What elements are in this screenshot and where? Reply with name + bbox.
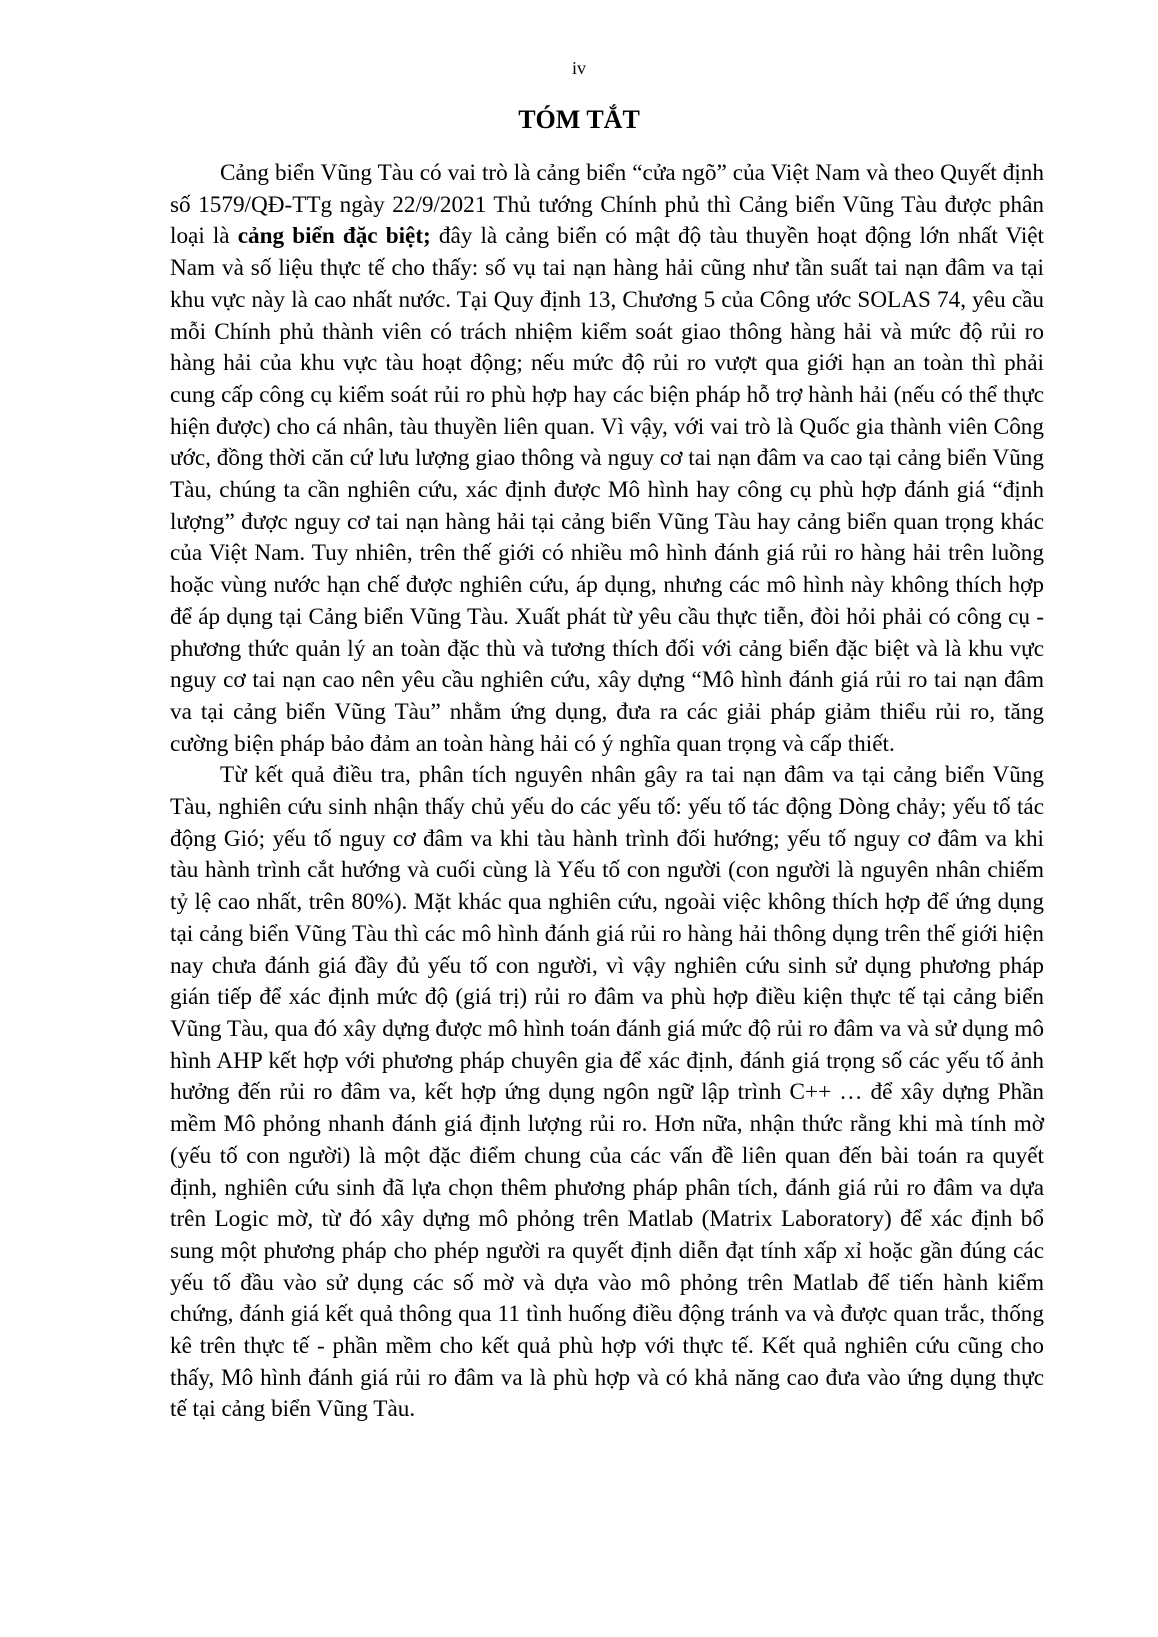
paragraph-text: đây là cảng biển có mật độ tàu thuyền hoạt động lớn nhất Việt Nam và số liệu thực tế cho thấy: số vụ tai nạn hàng hải cũng như tần suất tai nạn đâm va tại khu vực này là cao nhất nước. Tại Quy định 13, Chương 5 của Công ước SOLAS 74, yêu cầu mỗi Chính phủ thành viên có trách nhiệm kiểm soát giao thông hàng hải và mức độ rủi ro hàng hải của khu vực tàu hoạt động; nếu mức độ rủi ro vượt qua giới hạn an toàn thì phải cung cấp công cụ kiểm soát rủi ro phù hợp hay các biện pháp hỗ trợ hành hải (nếu có thể thực hiện được) cho cá nhân, tàu thuyền liên quan. Vì vậy, với vai trò là Quốc gia thành viên Công ước, đồng thời căn cứ lưu lượng giao thông và nguy cơ tai nạn đâm va cao tại cảng biển Vũng Tàu, chúng ta cần nghiên cứu, xác định được Mô hình hay công cụ phù hợp đánh giá “định lượng” được nguy cơ tai nạn hàng hải tại cảng biển Vũng Tàu hay cảng biển quan trọng khác của Việt Nam. Tuy nhiên, trên thế giới có nhiều mô hình đánh giá rủi ro hàng hải trên luồng hoặc vùng nước hạn chế được nghiên cứu, áp dụng, nhưng các mô hình này không thích hợp để áp dụng tại Cảng biển Vũng Tàu. Xuất phát từ yêu cầu thực tiễn, đòi hỏi phải có công cụ - phương thức quản lý an toàn đặc thù và tương thích đối với cảng biển đặc biệt và là khu vực nguy cơ tai nạn cao nên yêu cầu nghiên cứu, xây dựng “Mô hình đánh giá rủi ro tai nạn đâm va tại cảng biển Vũng Tàu” nhằm ứng dụng, đưa ra các giải pháp giảm thiểu rủi ro, tăng cường biện pháp bảo đảm an toàn hàng hải có ý nghĩa quan trọng và cấp thiết. (170, 223, 1044, 757)
abstract-paragraph-2: Từ kết quả điều tra, phân tích nguyên nhân gây ra tai nạn đâm va tại cảng biển Vũng Tàu, nghiên cứu sinh nhận thấy chủ yếu do các yếu tố: yếu tố tác động Dòng chảy; yếu tố tác động Gió; yếu tố nguy cơ đâm va khi tàu hành trình đối hướng; yếu tố nguy cơ đâm va khi tàu hành trình cắt hướng và cuối cùng là Yếu tố con người (con người là nguyên nhân chiếm tỷ lệ cao nhất, trên 80%). Mặt khác qua nghiên cứu, ngoài việc không thích hợp để ứng dụng tại cảng biển Vũng Tàu thì các mô hình đánh giá rủi ro hàng hải thông dụng trên thế giới hiện nay chưa đánh giá đầy đủ yếu tố con người, vì vậy nghiên cứu sinh sử dụng phương pháp gián tiếp để xác định mức độ (giá trị) rủi ro đâm va phù hợp điều kiện thực tế tại cảng biển Vũng Tàu, qua đó xây dựng được mô hình toán đánh giá mức độ rủi ro đâm va và sử dụng mô hình AHP kết hợp với phương pháp chuyên gia để xác định, đánh giá trọng số các yếu tố ảnh hưởng đến rủi ro đâm va, kết hợp ứng dụng ngôn ngữ lập trình C++ … để xây dựng Phần mềm Mô phỏng nhanh đánh giá định lượng rủi ro. Hơn nữa, nhận thức rằng khi mà tính mờ (yếu tố con người) là một đặc điểm chung của các vấn đề liên quan đến bài toán ra quyết định, nghiên cứu sinh đã lựa chọn thêm phương pháp phân tích, đánh giá rủi ro đâm va dựa trên Logic mờ, từ đó xây dựng mô phỏng trên Matlab (Matrix Laboratory) để xác định bổ sung một phương pháp cho phép người ra quyết định diễn đạt tính xấp xỉ hoặc gần đúng các yếu tố đầu vào sử dụng các số mờ và dựa vào mô phỏng trên Matlab để tiến hành kiểm chứng, đánh giá kết quả thông qua 11 tình huống điều động tránh va và được quan trắc, thống kê trên thực tế - phần mềm cho kết quả phù hợp với thực tế. Kết quả nghiên cứu cũng cho thấy, Mô hình đánh giá rủi ro đâm va là phù hợp và có khả năng cao đưa vào ứng dụng thực tế tại cảng biển Vũng Tàu. (170, 762, 1044, 1423)
page-title: TÓM TẮT (518, 105, 640, 134)
abstract-body (170, 158, 1044, 1426)
bold-phrase: cảng biển đặc biệt; (237, 223, 431, 250)
paragraph-text: Cảng biển Vũng Tàu có vai trò là cảng biển “cửa ngõ” của Việt Nam và theo Quyết định số 1579/QĐ-TTg ngày 22/9/2021 Thủ tướng Chính phủ thì Cảng biển Vũng Tàu được phân loại là (170, 160, 1044, 250)
abstract-paragraph-1 (170, 158, 1044, 760)
page-number: iv (571, 58, 586, 78)
